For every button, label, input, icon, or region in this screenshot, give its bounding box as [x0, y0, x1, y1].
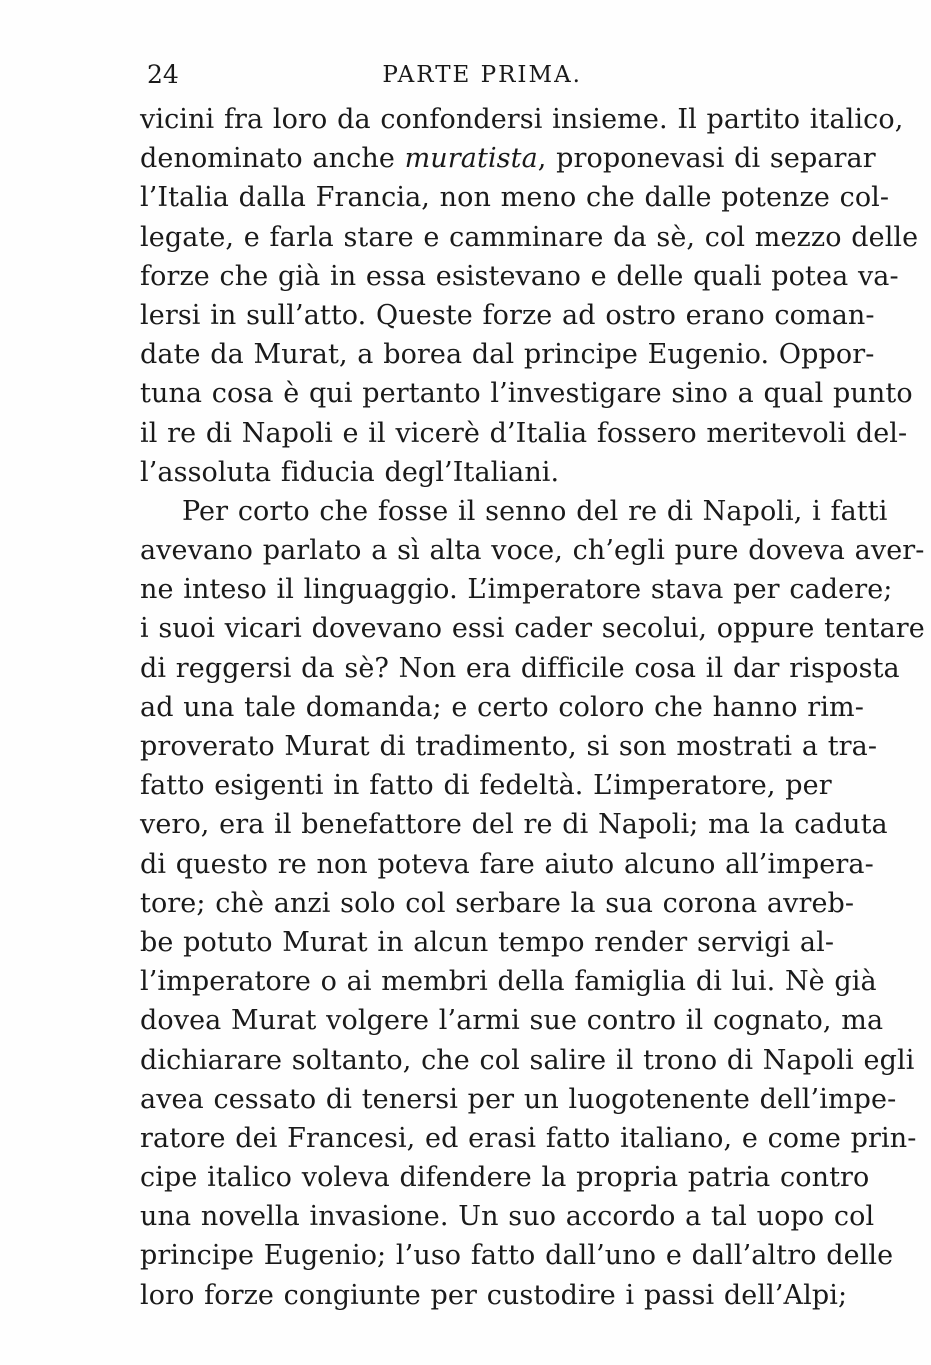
text-line: principe Eugenio; l’uso fatto dall’uno e dall’altro delle [140, 1240, 894, 1272]
body-text [140, 100, 925, 1315]
text-line: avevano parlato a sì alta voce, ch’egli pure doveva aver- [140, 535, 925, 567]
text-line: dovea Murat volgere l’armi sue contro il cognato, ma [140, 1005, 884, 1037]
text-line: i suoi vicari dovevano essi cader secolui, oppure tentare [140, 613, 925, 645]
page-number: 24 [147, 60, 179, 89]
text-line: loro forze congiunte per custodire i passi dell’Alpi; [140, 1279, 848, 1311]
text-line: una novella invasione. Un suo accordo a tal uopo col [140, 1201, 875, 1233]
text-line: fatto esigenti in fatto di fedeltà. L’imperatore, per [140, 770, 832, 802]
text-line: l’imperatore o ai membri della famiglia di lui. Nè già [140, 966, 877, 998]
text-line: dichiarare soltanto, che col salire il trono di Napoli egli [140, 1044, 915, 1076]
text-line: date da Murat, a borea dal principe Eugenio. Oppor- [140, 339, 875, 371]
text-line: tore; chè anzi solo col serbare la sua corona avreb- [140, 887, 855, 919]
italic-term: muratista [404, 143, 538, 175]
text-line: il re di Napoli e il vicerè d’Italia fossero meritevoli del- [140, 417, 908, 449]
text-line [140, 139, 876, 178]
text-line: lersi in sull’atto. Queste forze ad ostro erano coman- [140, 299, 875, 331]
text-line: forze che già in essa esistevano e delle quali potea va- [140, 260, 899, 292]
paragraph-2 [140, 492, 925, 1315]
text-line: l’assoluta fiducia degl’Italiani. [140, 456, 560, 488]
text-line: cipe italico voleva difendere la propria patria contro [140, 1162, 870, 1194]
text-segment: denominato anche [140, 143, 395, 175]
text-line: proverato Murat di tradimento, si son mostrati a tra- [140, 731, 878, 762]
text-line: vicini fra loro da confondersi insieme. Il partito italico, [140, 104, 904, 135]
running-head [147, 58, 582, 92]
text-line: Per corto che fosse il senno del re di Napoli, i fatti [182, 495, 888, 527]
text-line: di questo re non poteva fare aiuto alcuno all’impera- [140, 848, 874, 880]
text-line: legate, e farla stare e camminare da sè, col mezzo delle [140, 221, 919, 253]
text-segment: , proponevasi di separar [537, 143, 876, 175]
text-line: ratore dei Francesi, ed erasi fatto italiano, e come prin- [140, 1122, 917, 1154]
text-line: di reggersi da sè? Non era difficile cosa il dar risposta [140, 652, 900, 684]
paragraph-1 [140, 100, 919, 492]
running-title: PARTE PRIMA. [382, 62, 582, 88]
text-line: tuna cosa è qui pertanto l’investigare sino a qual punto [140, 378, 913, 410]
text-line: l’Italia dalla Francia, non meno che dalle potenze col- [140, 182, 890, 214]
text-line: vero, era il benefattore del re di Napoli; ma la caduta [140, 809, 888, 841]
text-line: avea cessato di tenersi per un luogotenente dell’impe- [140, 1083, 897, 1115]
text-line: ne inteso il linguaggio. L’imperatore stava per cadere; [140, 574, 893, 606]
text-line: be potuto Murat in alcun tempo render servigi al- [140, 926, 835, 958]
text-line: ad una tale domanda; e certo coloro che hanno rim- [140, 691, 864, 723]
